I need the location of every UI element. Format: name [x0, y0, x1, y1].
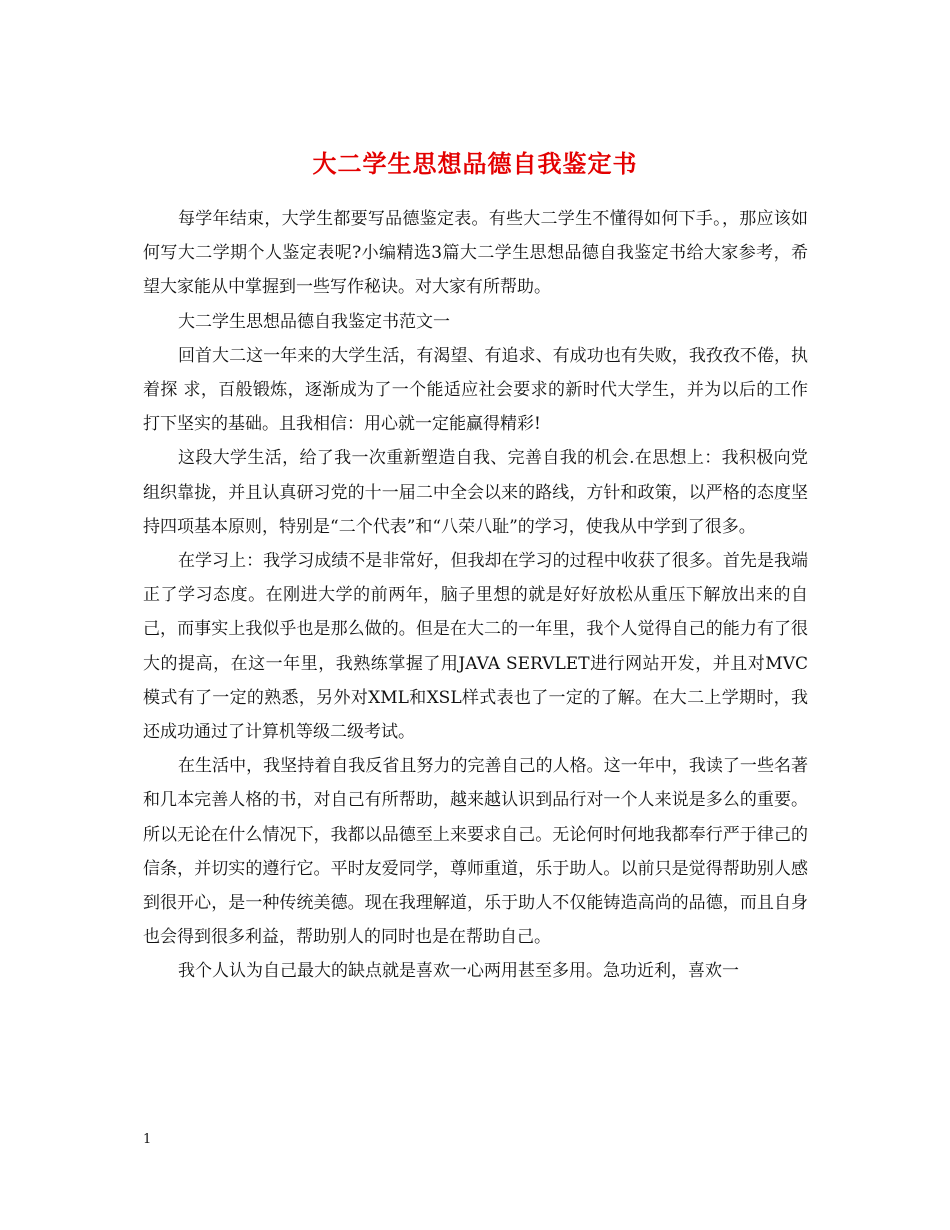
page-title: 大二学生思想品德自我鉴定书	[312, 149, 638, 179]
paragraph-intro: 每学年结束，大学生都要写品德鉴定表。有些大二学生不懂得如何下手。，那应该如何写大二学期个人鉴定表呢?小编精选3篇大二学生思想品德自我鉴定书给大家参考，希望大家能从中掌握到一些写作秘诀。对大家有所帮助。	[143, 209, 808, 298]
paragraph-review: 回首大二这一年来的大学生活，有渴望、有追求、有成功也有失败，我孜孜不倦，执着探 求，百般锻炼，逐渐成为了一个能适应社会要求的新时代大学生，并为以后的工作打下坚实的基础。且我相信：用心就一定能赢得精彩!	[143, 345, 808, 435]
paragraph-section-heading: 大二学生思想品德自我鉴定书范文一	[178, 311, 450, 332]
paragraph-life: 在生活中，我坚持着自我反省且努力的完善自己的人格。这一年中，我读了一些名著和几本完善人格的书，对自己有所帮助，越来越认识到品行对一个人来说是多么的重要。所以无论在什么情况下，我都以品德至上来要求自己。无论何时何地我都奉行严于律己的信条，并切实的遵行它。平时友爱同学，尊师重道，乐于助人。以前只是觉得帮助别人感到很开心，是一种传统美德。现在我理解道，乐于助人不仅能铸造高尚的品德，而且自身也会得到很多利益，帮助别人的同时也是在帮助自己。	[143, 756, 808, 948]
paragraph-shortcoming: 我个人认为自己最大的缺点就是喜欢一心两用甚至多用。急功近利，喜欢一	[178, 961, 739, 982]
document-body	[143, 202, 808, 989]
paragraph-study: 在学习上：我学习成绩不是非常好，但我却在学习的过程中收获了很多。首先是我端正了学习态度。在刚进大学的前两年，脑子里想的就是好好放松从重压下解放出来的自己，而事实上我似乎也是那么做的。但是在大二的一年里，我个人觉得自己的能力有了很大的提高，在这一年里，我熟练掌握了用JAVA SERVLET进行网站开发，并且对MVC模式有了一定的熟悉，另外对XML和XSL样式表也了一定的了解。在大二上学期时，我还成功通过了计算机等级二级考试。	[143, 551, 808, 743]
paragraph-thought: 这段大学生活，给了我一次重新塑造自我、完善自我的机会.在思想上：我积极向党组织靠拢，并且认真研习党的十一届二中全会以来的路线，方针和政策，以严格的态度坚持四项基本原则，特别是“二个代表”和“八荣八耻”的学习，使我从中学到了很多。	[143, 448, 808, 537]
page-number: 1	[143, 1132, 152, 1147]
